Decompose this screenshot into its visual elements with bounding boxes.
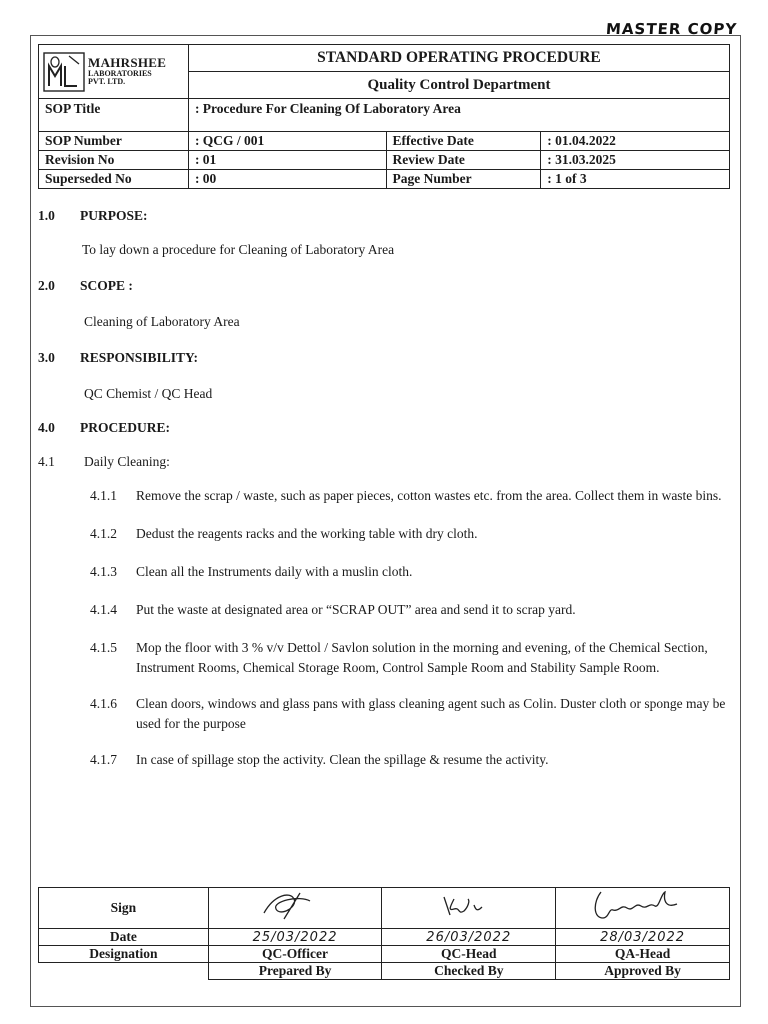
item-text: Clean all the Instruments daily with a muslin cloth. (136, 564, 413, 579)
item-text: Put the waste at designated area or “SCRAP OUT” area and send it to scrap yard. (136, 602, 576, 617)
page-number-label: Page Number (386, 170, 541, 189)
signature-mark (424, 889, 514, 923)
item-text: Clean doors, windows and glass pans with glass cleaning agent such as Colin. Duster cloth or sponge may be used for the purpose (136, 696, 726, 731)
section-scope (38, 278, 728, 294)
purpose-text: To lay down a procedure for Cleaning of Laboratory Area (82, 242, 395, 257)
role-prepared-by: Prepared By (208, 963, 382, 980)
section-heading: SCOPE : (80, 278, 133, 293)
company-logo-icon (43, 52, 85, 92)
designation-qa-head: QA-Head (556, 946, 730, 963)
section-heading: PROCEDURE: (80, 420, 170, 435)
document-title: STANDARD OPERATING PROCEDURE (188, 45, 729, 72)
sign-label: Sign (39, 888, 209, 929)
item-text: In case of spillage stop the activity. Clean the spillage & resume the activity. (136, 752, 549, 767)
revision-value: : 01 (188, 151, 386, 170)
procedure-item (90, 694, 728, 734)
date-approved: 28/03/2022 (556, 929, 730, 946)
section-purpose (38, 208, 728, 224)
date-prepared: 25/03/2022 (208, 929, 382, 946)
document-body (38, 208, 728, 770)
procedure-item (90, 638, 728, 678)
review-date-value: : 31.03.2025 (541, 151, 730, 170)
procedure-item (90, 750, 728, 770)
empty-cell (39, 963, 209, 980)
signature-qa-head (556, 888, 730, 929)
signature-qc-head (382, 888, 556, 929)
sop-header-table (38, 44, 730, 189)
subsection-daily (38, 454, 728, 470)
sop-title-value: : Procedure For Cleaning Of Laboratory Area (188, 99, 729, 132)
item-number: 4.1.5 (90, 640, 117, 655)
sop-number-label: SOP Number (39, 132, 189, 151)
signature-mark (250, 889, 340, 923)
section-procedure (38, 420, 728, 436)
date-label: Date (39, 929, 209, 946)
item-number: 4.1.6 (90, 696, 117, 711)
section-number: 3.0 (38, 350, 55, 365)
company-line3: PVT. LTD. (88, 77, 126, 87)
item-text: Remove the scrap / waste, such as paper pieces, cotton wastes etc. from the area. Collect them in waste bins. (136, 488, 722, 503)
company-logo-cell (39, 45, 189, 99)
review-date-label: Review Date (386, 151, 541, 170)
superseded-value: : 00 (188, 170, 386, 189)
section-responsibility (38, 350, 728, 366)
signature-mark (583, 888, 703, 924)
procedure-item (90, 524, 728, 544)
item-number: 4.1.7 (90, 752, 117, 767)
revision-label: Revision No (39, 151, 189, 170)
sop-title-label: SOP Title (39, 99, 189, 132)
role-checked-by: Checked By (382, 963, 556, 980)
designation-qc-head: QC-Head (382, 946, 556, 963)
section-number: 4.0 (38, 420, 55, 435)
subsection-heading: Daily Cleaning: (84, 454, 170, 469)
page-number-value: : 1 of 3 (541, 170, 730, 189)
item-text: Dedust the reagents racks and the working table with dry cloth. (136, 526, 478, 541)
effective-date-value: : 01.04.2022 (541, 132, 730, 151)
item-number: 4.1.4 (90, 602, 117, 617)
role-approved-by: Approved By (556, 963, 730, 980)
item-number: 4.1.1 (90, 488, 117, 503)
section-heading: PURPOSE: (80, 208, 148, 223)
procedure-item (90, 600, 728, 620)
responsibility-text: QC Chemist / QC Head (84, 386, 213, 401)
section-number: 2.0 (38, 278, 55, 293)
procedure-item (90, 562, 728, 582)
signoff-table (38, 887, 730, 980)
sop-number-value: : QCG / 001 (188, 132, 386, 151)
company-logo (43, 52, 184, 92)
company-name: MAHRSHEE (88, 55, 167, 71)
company-line2: LABORATORIES (88, 68, 152, 78)
item-number: 4.1.2 (90, 526, 117, 541)
item-text: Mop the floor with 3 % v/v Dettol / Savlon solution in the morning and evening, of the Chemical Section, Instrument Rooms, Chemical Storage Room, Control Sample Room and Stability Sample Room. (136, 640, 708, 675)
item-number: 4.1.3 (90, 564, 117, 579)
section-number: 1.0 (38, 208, 55, 223)
section-heading: RESPONSIBILITY: (80, 350, 199, 365)
superseded-label: Superseded No (39, 170, 189, 189)
signature-qc-officer (208, 888, 382, 929)
master-copy-stamp: MASTER COPY (605, 20, 738, 38)
date-checked: 26/03/2022 (382, 929, 556, 946)
procedure-item (90, 486, 728, 506)
subsection-number: 4.1 (38, 454, 55, 469)
scope-text: Cleaning of Laboratory Area (84, 314, 240, 329)
effective-date-label: Effective Date (386, 132, 541, 151)
designation-qc-officer: QC-Officer (208, 946, 382, 963)
department-name: Quality Control Department (188, 72, 729, 99)
designation-label: Designation (39, 946, 209, 963)
